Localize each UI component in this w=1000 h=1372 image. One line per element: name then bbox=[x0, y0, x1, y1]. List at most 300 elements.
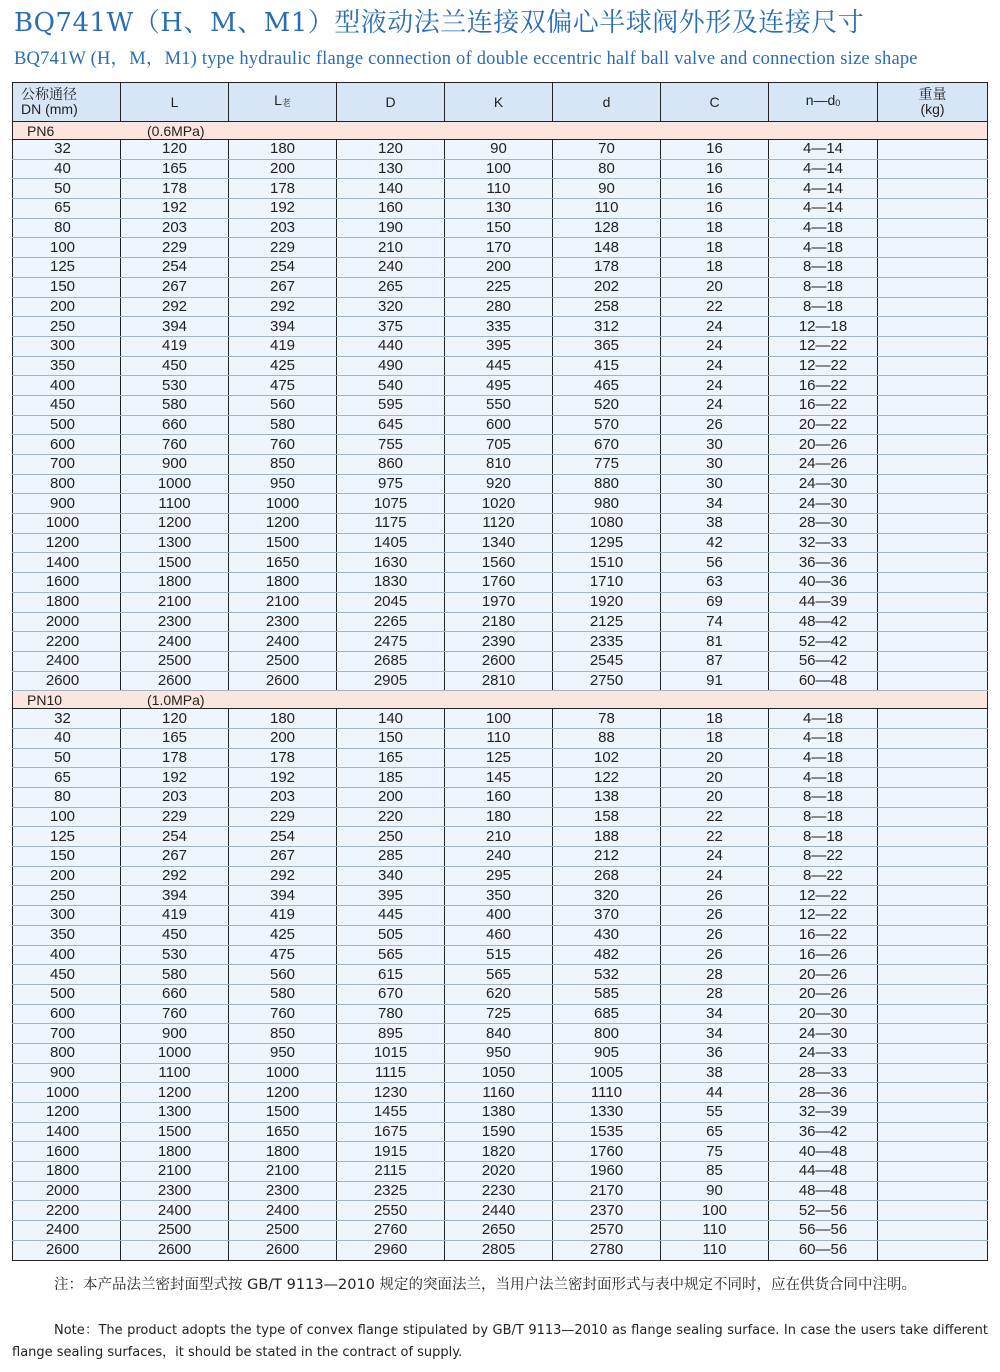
cell-n-d0: 4—14 bbox=[769, 179, 878, 199]
cell-l: 192 bbox=[121, 768, 229, 788]
cell-d-outer: 165 bbox=[337, 748, 445, 768]
cell-d-inner: 2780 bbox=[553, 1240, 661, 1260]
cell-l: 165 bbox=[121, 728, 229, 748]
cell-d-outer: 595 bbox=[337, 395, 445, 415]
table-row bbox=[13, 788, 988, 808]
table-row bbox=[13, 1083, 988, 1103]
cell-d-outer: 250 bbox=[337, 827, 445, 847]
cell-l-old: 2600 bbox=[229, 671, 337, 691]
cell-d-outer: 445 bbox=[337, 906, 445, 926]
dimensions-table-container bbox=[12, 82, 987, 1261]
cell-k: 295 bbox=[445, 866, 553, 886]
cell-weight bbox=[878, 847, 988, 867]
cell-weight bbox=[878, 1142, 988, 1162]
cell-weight bbox=[878, 709, 988, 729]
cell-dn: 800 bbox=[13, 474, 121, 494]
cell-k: 1970 bbox=[445, 592, 553, 612]
cell-c: 28 bbox=[661, 965, 769, 985]
cell-k: 2650 bbox=[445, 1221, 553, 1241]
table-row bbox=[13, 866, 988, 886]
table-row bbox=[13, 140, 988, 160]
cell-d-outer: 320 bbox=[337, 297, 445, 317]
header-l: L bbox=[121, 83, 229, 122]
cell-dn: 300 bbox=[13, 906, 121, 926]
cell-dn: 65 bbox=[13, 768, 121, 788]
cell-weight bbox=[878, 728, 988, 748]
cell-n-d0: 16—26 bbox=[769, 945, 878, 965]
cell-n-d0: 4—18 bbox=[769, 238, 878, 258]
cell-dn: 2400 bbox=[13, 651, 121, 671]
cell-k: 705 bbox=[445, 435, 553, 455]
cell-l: 120 bbox=[121, 709, 229, 729]
table-row bbox=[13, 573, 988, 593]
cell-d-inner: 2545 bbox=[553, 651, 661, 671]
table-row bbox=[13, 336, 988, 356]
table-row bbox=[13, 415, 988, 435]
cell-c: 69 bbox=[661, 592, 769, 612]
table-row bbox=[13, 356, 988, 376]
cell-d-outer: 140 bbox=[337, 179, 445, 199]
cell-d-inner: 365 bbox=[553, 336, 661, 356]
cell-n-d0: 4—18 bbox=[769, 218, 878, 238]
cell-weight bbox=[878, 612, 988, 632]
cell-n-d0: 52—42 bbox=[769, 632, 878, 652]
cell-c: 65 bbox=[661, 1122, 769, 1142]
cell-l-old: 560 bbox=[229, 395, 337, 415]
cell-l-old: 394 bbox=[229, 886, 337, 906]
cell-l: 2600 bbox=[121, 1240, 229, 1260]
cell-d-outer: 160 bbox=[337, 199, 445, 219]
cell-c: 55 bbox=[661, 1103, 769, 1123]
cell-l-old: 2300 bbox=[229, 612, 337, 632]
cell-l-old: 394 bbox=[229, 317, 337, 337]
cell-n-d0: 4—14 bbox=[769, 199, 878, 219]
cell-k: 280 bbox=[445, 297, 553, 317]
section-pressure-label: (0.6MPa) bbox=[147, 122, 205, 139]
cell-c: 22 bbox=[661, 297, 769, 317]
table-row bbox=[13, 1142, 988, 1162]
cell-d-outer: 2045 bbox=[337, 592, 445, 612]
cell-l: 254 bbox=[121, 827, 229, 847]
cell-d-outer: 340 bbox=[337, 866, 445, 886]
table-row bbox=[13, 238, 988, 258]
cell-n-d0: 12—22 bbox=[769, 356, 878, 376]
cell-n-d0: 20—26 bbox=[769, 965, 878, 985]
table-row bbox=[13, 1162, 988, 1182]
cell-d-outer: 265 bbox=[337, 277, 445, 297]
cell-l-old: 850 bbox=[229, 455, 337, 475]
cell-c: 18 bbox=[661, 709, 769, 729]
table-header-row bbox=[13, 83, 988, 122]
cell-d-outer: 200 bbox=[337, 788, 445, 808]
header-l-old-sub: 老 bbox=[281, 98, 291, 108]
cell-l-old: 2100 bbox=[229, 1162, 337, 1182]
cell-l: 2400 bbox=[121, 632, 229, 652]
cell-dn: 1000 bbox=[13, 514, 121, 534]
cell-dn: 350 bbox=[13, 925, 121, 945]
cell-d-inner: 532 bbox=[553, 965, 661, 985]
cell-k: 145 bbox=[445, 768, 553, 788]
cell-d-inner: 268 bbox=[553, 866, 661, 886]
cell-c: 38 bbox=[661, 514, 769, 534]
cell-n-d0: 20—22 bbox=[769, 415, 878, 435]
cell-d-inner: 482 bbox=[553, 945, 661, 965]
cell-l: 450 bbox=[121, 356, 229, 376]
cell-c: 24 bbox=[661, 847, 769, 867]
cell-k: 2600 bbox=[445, 651, 553, 671]
cell-l: 1500 bbox=[121, 1122, 229, 1142]
cell-dn: 65 bbox=[13, 199, 121, 219]
cell-l-old: 1000 bbox=[229, 494, 337, 514]
section-header-row bbox=[13, 122, 988, 140]
cell-d-inner: 980 bbox=[553, 494, 661, 514]
cell-weight bbox=[878, 788, 988, 808]
cell-d-outer: 1075 bbox=[337, 494, 445, 514]
cell-k: 200 bbox=[445, 258, 553, 278]
table-row bbox=[13, 514, 988, 534]
cell-k: 1380 bbox=[445, 1103, 553, 1123]
cell-c: 63 bbox=[661, 573, 769, 593]
cell-c: 26 bbox=[661, 906, 769, 926]
cell-dn: 32 bbox=[13, 709, 121, 729]
table-row bbox=[13, 199, 988, 219]
cell-d-inner: 1295 bbox=[553, 533, 661, 553]
cell-k: 1760 bbox=[445, 573, 553, 593]
cell-d-inner: 1330 bbox=[553, 1103, 661, 1123]
cell-weight bbox=[878, 965, 988, 985]
cell-l-old: 254 bbox=[229, 827, 337, 847]
cell-weight bbox=[878, 1043, 988, 1063]
cell-dn: 125 bbox=[13, 827, 121, 847]
cell-dn: 700 bbox=[13, 1024, 121, 1044]
table-row bbox=[13, 1181, 988, 1201]
cell-weight bbox=[878, 297, 988, 317]
cell-d-outer: 1015 bbox=[337, 1043, 445, 1063]
cell-l: 267 bbox=[121, 277, 229, 297]
cell-d-inner: 178 bbox=[553, 258, 661, 278]
header-l-old-base: L bbox=[274, 92, 282, 108]
section-pn-label: PN10 bbox=[27, 691, 63, 708]
cell-n-d0: 48—48 bbox=[769, 1181, 878, 1201]
cell-dn: 40 bbox=[13, 728, 121, 748]
cell-n-d0: 8—22 bbox=[769, 866, 878, 886]
cell-weight bbox=[878, 514, 988, 534]
cell-l-old: 1650 bbox=[229, 1122, 337, 1142]
cell-dn: 2400 bbox=[13, 1221, 121, 1241]
cell-d-outer: 1675 bbox=[337, 1122, 445, 1142]
table-row bbox=[13, 1004, 988, 1024]
cell-dn: 450 bbox=[13, 395, 121, 415]
header-dn-en: DN (mm) bbox=[21, 101, 78, 117]
cell-weight bbox=[878, 1083, 988, 1103]
cell-n-d0: 4—18 bbox=[769, 768, 878, 788]
cell-l-old: 267 bbox=[229, 277, 337, 297]
note-en: Note：The product adopts the type of convex flange stipulated by GB/T 9113—2010 as flange sealing surface. In case the users take different flange sealing surfaces，it should be stated in the contract of supply. bbox=[12, 1323, 988, 1360]
cell-d-outer: 2115 bbox=[337, 1162, 445, 1182]
table-row bbox=[13, 671, 988, 691]
cell-l: 450 bbox=[121, 925, 229, 945]
cell-k: 460 bbox=[445, 925, 553, 945]
cell-weight bbox=[878, 474, 988, 494]
cell-n-d0: 8—18 bbox=[769, 788, 878, 808]
cell-c: 18 bbox=[661, 728, 769, 748]
cell-weight bbox=[878, 140, 988, 160]
table-row bbox=[13, 1063, 988, 1083]
cell-k: 2390 bbox=[445, 632, 553, 652]
cell-l-old: 425 bbox=[229, 356, 337, 376]
cell-k: 180 bbox=[445, 807, 553, 827]
cell-d-inner: 800 bbox=[553, 1024, 661, 1044]
cell-l: 1100 bbox=[121, 1063, 229, 1083]
cell-n-d0: 32—39 bbox=[769, 1103, 878, 1123]
cell-weight bbox=[878, 395, 988, 415]
cell-l-old: 850 bbox=[229, 1024, 337, 1044]
table-row bbox=[13, 709, 988, 729]
cell-n-d0: 4—14 bbox=[769, 140, 878, 160]
cell-l: 2300 bbox=[121, 1181, 229, 1201]
cell-weight bbox=[878, 553, 988, 573]
cell-k: 565 bbox=[445, 965, 553, 985]
cell-dn: 2600 bbox=[13, 671, 121, 691]
cell-d-inner: 370 bbox=[553, 906, 661, 926]
cell-dn: 1600 bbox=[13, 1142, 121, 1162]
cell-l: 1000 bbox=[121, 1043, 229, 1063]
cell-k: 1120 bbox=[445, 514, 553, 534]
table-row bbox=[13, 886, 988, 906]
cell-dn: 1800 bbox=[13, 592, 121, 612]
header-c: C bbox=[661, 83, 769, 122]
cell-d-outer: 1630 bbox=[337, 553, 445, 573]
cell-c: 18 bbox=[661, 258, 769, 278]
cell-dn: 1000 bbox=[13, 1083, 121, 1103]
cell-n-d0: 44—39 bbox=[769, 592, 878, 612]
cell-l-old: 254 bbox=[229, 258, 337, 278]
cell-n-d0: 28—36 bbox=[769, 1083, 878, 1103]
cell-d-inner: 1510 bbox=[553, 553, 661, 573]
cell-n-d0: 20—30 bbox=[769, 1004, 878, 1024]
cell-d-outer: 755 bbox=[337, 435, 445, 455]
cell-l: 580 bbox=[121, 395, 229, 415]
cell-n-d0: 8—18 bbox=[769, 258, 878, 278]
cell-weight bbox=[878, 1122, 988, 1142]
cell-weight bbox=[878, 1162, 988, 1182]
cell-dn: 500 bbox=[13, 984, 121, 1004]
cell-l: 2500 bbox=[121, 651, 229, 671]
cell-d-inner: 2125 bbox=[553, 612, 661, 632]
cell-n-d0: 16—22 bbox=[769, 395, 878, 415]
cell-dn: 100 bbox=[13, 238, 121, 258]
cell-l: 203 bbox=[121, 788, 229, 808]
cell-d-inner: 905 bbox=[553, 1043, 661, 1063]
cell-n-d0: 4—14 bbox=[769, 159, 878, 179]
cell-d-inner: 415 bbox=[553, 356, 661, 376]
cell-k: 210 bbox=[445, 827, 553, 847]
cell-l-old: 419 bbox=[229, 906, 337, 926]
cell-l: 1200 bbox=[121, 514, 229, 534]
cell-n-d0: 40—48 bbox=[769, 1142, 878, 1162]
cell-weight bbox=[878, 494, 988, 514]
cell-dn: 1200 bbox=[13, 1103, 121, 1123]
cell-l: 530 bbox=[121, 376, 229, 396]
cell-l-old: 203 bbox=[229, 218, 337, 238]
cell-d-outer: 1405 bbox=[337, 533, 445, 553]
cell-dn: 200 bbox=[13, 866, 121, 886]
cell-c: 34 bbox=[661, 1004, 769, 1024]
cell-weight bbox=[878, 238, 988, 258]
cell-k: 2810 bbox=[445, 671, 553, 691]
cell-d-outer: 505 bbox=[337, 925, 445, 945]
cell-k: 1820 bbox=[445, 1142, 553, 1162]
cell-c: 22 bbox=[661, 807, 769, 827]
cell-c: 81 bbox=[661, 632, 769, 652]
cell-weight bbox=[878, 317, 988, 337]
cell-n-d0: 44—48 bbox=[769, 1162, 878, 1182]
cell-k: 495 bbox=[445, 376, 553, 396]
table-row bbox=[13, 435, 988, 455]
cell-dn: 2200 bbox=[13, 1201, 121, 1221]
cell-l-old: 200 bbox=[229, 159, 337, 179]
cell-l-old: 2300 bbox=[229, 1181, 337, 1201]
cell-c: 16 bbox=[661, 179, 769, 199]
cell-d-inner: 212 bbox=[553, 847, 661, 867]
cell-l-old: 2600 bbox=[229, 1240, 337, 1260]
cell-d-outer: 1230 bbox=[337, 1083, 445, 1103]
cell-l-old: 1500 bbox=[229, 533, 337, 553]
cell-d-outer: 2960 bbox=[337, 1240, 445, 1260]
cell-n-d0: 24—30 bbox=[769, 474, 878, 494]
cell-weight bbox=[878, 435, 988, 455]
cell-dn: 80 bbox=[13, 218, 121, 238]
table-row bbox=[13, 984, 988, 1004]
cell-dn: 600 bbox=[13, 435, 121, 455]
cell-k: 1050 bbox=[445, 1063, 553, 1083]
cell-n-d0: 4—18 bbox=[769, 748, 878, 768]
cell-dn: 125 bbox=[13, 258, 121, 278]
cell-k: 240 bbox=[445, 847, 553, 867]
cell-l: 2100 bbox=[121, 592, 229, 612]
cell-n-d0: 24—33 bbox=[769, 1043, 878, 1063]
cell-weight bbox=[878, 277, 988, 297]
cell-d-inner: 158 bbox=[553, 807, 661, 827]
table-row bbox=[13, 1024, 988, 1044]
cell-d-inner: 430 bbox=[553, 925, 661, 945]
cell-l-old: 2100 bbox=[229, 592, 337, 612]
cell-k: 100 bbox=[445, 709, 553, 729]
cell-l-old: 475 bbox=[229, 376, 337, 396]
table-row bbox=[13, 455, 988, 475]
cell-l: 229 bbox=[121, 238, 229, 258]
cell-d-inner: 2570 bbox=[553, 1221, 661, 1241]
cell-dn: 2000 bbox=[13, 612, 121, 632]
header-nd-base: n—d bbox=[805, 92, 836, 108]
dimensions-table bbox=[12, 82, 988, 1261]
table-row bbox=[13, 533, 988, 553]
cell-l-old: 1650 bbox=[229, 553, 337, 573]
cell-l: 267 bbox=[121, 847, 229, 867]
cell-c: 22 bbox=[661, 827, 769, 847]
cell-d-outer: 2475 bbox=[337, 632, 445, 652]
cell-weight bbox=[878, 258, 988, 278]
cell-k: 110 bbox=[445, 179, 553, 199]
cell-weight bbox=[878, 159, 988, 179]
cell-n-d0: 12—22 bbox=[769, 886, 878, 906]
cell-dn: 900 bbox=[13, 1063, 121, 1083]
cell-l: 419 bbox=[121, 336, 229, 356]
cell-l-old: 180 bbox=[229, 709, 337, 729]
cell-dn: 2600 bbox=[13, 1240, 121, 1260]
cell-d-outer: 1175 bbox=[337, 514, 445, 534]
cell-d-inner: 585 bbox=[553, 984, 661, 1004]
cell-n-d0: 24—30 bbox=[769, 494, 878, 514]
cell-k: 335 bbox=[445, 317, 553, 337]
cell-c: 36 bbox=[661, 1043, 769, 1063]
cell-weight bbox=[878, 1103, 988, 1123]
cell-dn: 700 bbox=[13, 455, 121, 475]
cell-l: 1000 bbox=[121, 474, 229, 494]
cell-dn: 40 bbox=[13, 159, 121, 179]
cell-l-old: 200 bbox=[229, 728, 337, 748]
cell-n-d0: 24—30 bbox=[769, 1024, 878, 1044]
cell-c: 38 bbox=[661, 1063, 769, 1083]
cell-d-outer: 2905 bbox=[337, 671, 445, 691]
cell-d-inner: 122 bbox=[553, 768, 661, 788]
cell-d-outer: 2760 bbox=[337, 1221, 445, 1241]
cell-l: 292 bbox=[121, 297, 229, 317]
cell-l-old: 1800 bbox=[229, 1142, 337, 1162]
cell-l: 292 bbox=[121, 866, 229, 886]
cell-l: 2500 bbox=[121, 1221, 229, 1241]
cell-d-outer: 615 bbox=[337, 965, 445, 985]
cell-d-outer: 150 bbox=[337, 728, 445, 748]
cell-dn: 1600 bbox=[13, 573, 121, 593]
cell-d-outer: 895 bbox=[337, 1024, 445, 1044]
cell-d-inner: 88 bbox=[553, 728, 661, 748]
cell-c: 24 bbox=[661, 336, 769, 356]
header-nd-sub: 0 bbox=[835, 98, 841, 108]
cell-l: 2400 bbox=[121, 1201, 229, 1221]
cell-l-old: 1200 bbox=[229, 514, 337, 534]
cell-dn: 250 bbox=[13, 886, 121, 906]
cell-l-old: 950 bbox=[229, 474, 337, 494]
cell-c: 26 bbox=[661, 945, 769, 965]
cell-c: 56 bbox=[661, 553, 769, 573]
cell-k: 130 bbox=[445, 199, 553, 219]
cell-c: 16 bbox=[661, 159, 769, 179]
table-row bbox=[13, 632, 988, 652]
cell-n-d0: 56—56 bbox=[769, 1221, 878, 1241]
cell-weight bbox=[878, 632, 988, 652]
cell-weight bbox=[878, 886, 988, 906]
table-row bbox=[13, 159, 988, 179]
cell-d-inner: 570 bbox=[553, 415, 661, 435]
table-row bbox=[13, 1103, 988, 1123]
table-row bbox=[13, 1240, 988, 1260]
cell-dn: 32 bbox=[13, 140, 121, 160]
table-row bbox=[13, 297, 988, 317]
cell-d-outer: 130 bbox=[337, 159, 445, 179]
table-row bbox=[13, 258, 988, 278]
header-n-d0 bbox=[769, 83, 878, 122]
cell-l-old: 2500 bbox=[229, 1221, 337, 1241]
table-row bbox=[13, 827, 988, 847]
cell-l-old: 760 bbox=[229, 435, 337, 455]
cell-n-d0: 8—22 bbox=[769, 847, 878, 867]
cell-weight bbox=[878, 179, 988, 199]
cell-l: 900 bbox=[121, 1024, 229, 1044]
cell-c: 30 bbox=[661, 474, 769, 494]
cell-l-old: 2400 bbox=[229, 632, 337, 652]
cell-l-old: 419 bbox=[229, 336, 337, 356]
